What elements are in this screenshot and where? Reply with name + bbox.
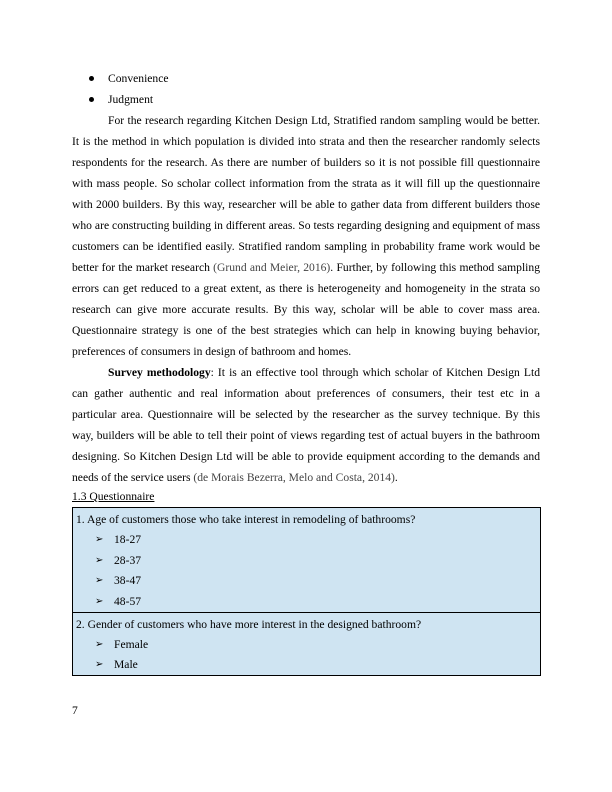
paragraph-text: . bbox=[394, 471, 398, 484]
table-row bbox=[73, 508, 541, 613]
table-row bbox=[73, 612, 541, 675]
answer-option bbox=[76, 654, 536, 675]
bullet-label: Convenience bbox=[108, 72, 169, 85]
arrow-right-icon: ➢ bbox=[95, 638, 104, 650]
option-label: 28-37 bbox=[114, 553, 142, 567]
paragraph-text: : It is an effective tool through which scholar of Kitchen Design Ltd can gather authentic and real information about preferences of consumers, their test etc in a particular area. Questionnaire will be selected by the researcher as the survey technique. By this way, builders will be able to tell their point of views regarding test of actual buyers in the bathroom designing. So Kitchen Design Ltd will be able to provide equipment according to the demands and needs of the service users bbox=[72, 366, 540, 484]
arrow-right-icon: ➢ bbox=[95, 534, 104, 545]
sampling-paragraph bbox=[72, 110, 540, 362]
option-label: Male bbox=[114, 658, 138, 672]
answer-option bbox=[76, 634, 536, 655]
arrow-right-icon: ➢ bbox=[95, 575, 104, 587]
option-label: Female bbox=[114, 637, 149, 651]
option-label: 18-27 bbox=[114, 533, 142, 546]
question-cell bbox=[73, 508, 541, 613]
list-item bbox=[72, 89, 540, 110]
sampling-methods-list bbox=[72, 68, 540, 110]
answer-option bbox=[76, 550, 536, 571]
section-heading: 1.3 Questionnaire bbox=[72, 490, 155, 503]
arrow-right-icon: ➢ bbox=[95, 659, 104, 671]
citation: (Grund and Meier, 2016) bbox=[213, 261, 331, 274]
option-label: 48-57 bbox=[114, 595, 142, 609]
questionnaire-table bbox=[72, 507, 541, 676]
answer-option bbox=[76, 529, 536, 550]
question-cell bbox=[73, 612, 541, 675]
bullet-label: Judgment bbox=[108, 93, 154, 106]
paragraph-text: For the research regarding Kitchen Design Ltd, Stratified random sampling would be better. It is the method in which population is divided into strata and then the researcher randomly selects respondents for the research. As there are number of builders so it is not possible fill questionnaire with mass people. So scholar collect information from the strata as it will fill up the questionnaire with 2000 builders. By this way, researcher will be able to gather data from different builders those who are constructing building in different areas. So tests regarding designing and equipment of mass customers can be identified easily. Stratified random sampling in probability frame work would be better for the market research bbox=[72, 114, 540, 274]
arrow-right-icon: ➢ bbox=[95, 554, 104, 566]
survey-methodology-paragraph bbox=[72, 362, 540, 488]
document-page bbox=[72, 68, 540, 676]
list-item bbox=[72, 68, 540, 89]
paragraph-text: . Further, by following this method sampling errors can get reduced to a great extent, as there is heterogeneity and homogeneity in the strata so research can give more accurate results. By this way, scholar will be able to cover mass area. Questionnaire strategy is one of the best strategies which can help in knowing buying behavior, preferences of consumers in design of bathroom and homes. bbox=[72, 261, 540, 358]
question-text: 1. Age of customers those who take interest in remodeling of bathrooms? bbox=[76, 513, 416, 526]
page-number: 7 bbox=[72, 704, 78, 717]
option-label: 38-47 bbox=[114, 574, 142, 588]
question-text: 2. Gender of customers who have more interest in the designed bathroom? bbox=[76, 617, 422, 631]
answer-option bbox=[76, 591, 536, 612]
answer-option bbox=[76, 570, 536, 591]
citation: (de Morais Bezerra, Melo and Costa, 2014) bbox=[193, 471, 395, 484]
bullet-dot-icon bbox=[89, 97, 94, 102]
arrow-right-icon: ➢ bbox=[95, 596, 104, 608]
paragraph-heading: Survey methodology bbox=[108, 366, 211, 379]
bullet-dot-icon bbox=[89, 76, 94, 81]
